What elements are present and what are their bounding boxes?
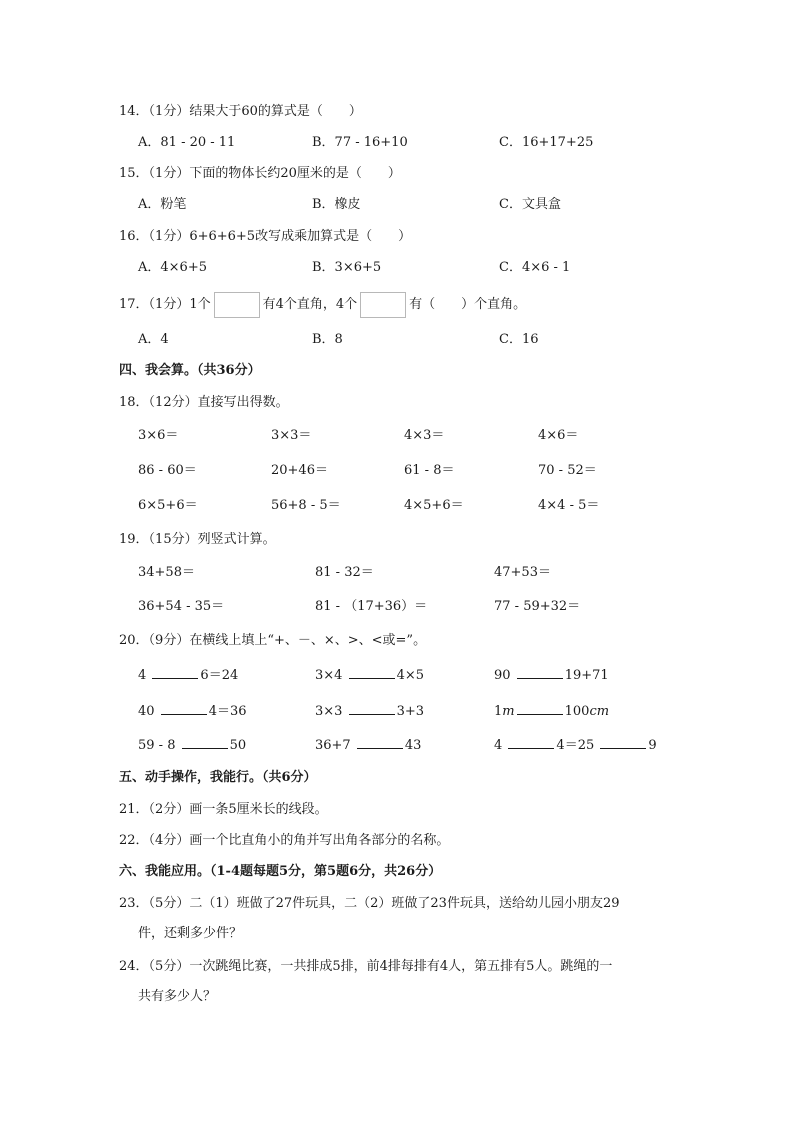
q20-item: 40 4＝36 — [138, 704, 247, 719]
q22-stem: 22．（4分）画一个比直角小的角并写出角各部分的名称。 — [119, 833, 450, 848]
q18-item: 3×6＝ — [138, 428, 179, 443]
section-4-heading: 四、我会算。（共36分） — [119, 363, 261, 378]
q20-item: 36+7 43 — [315, 738, 422, 753]
q18-item: 4×6＝ — [538, 428, 579, 443]
answer-blank[interactable] — [152, 666, 198, 679]
q16-stem: 16．（1分）6+6+6+5改写成乘加算式是（ ） — [119, 229, 412, 244]
answer-blank[interactable] — [182, 736, 228, 749]
q20-stem: 20．（9分）在横线上填上“+、－、×、>、<或=”。 — [119, 633, 427, 648]
q19-item: 36+54 - 35＝ — [138, 599, 225, 614]
answer-blank[interactable] — [357, 736, 403, 749]
q19-item: 81 - 32＝ — [315, 565, 374, 580]
q14-option-b[interactable]: B．77 - 16+10 — [312, 135, 408, 150]
q23-stem-line1: 23．（5分）二（1）班做了27件玩具，二（2）班做了23件玩具，送给幼儿园小朋友29 — [119, 896, 620, 911]
q17-stem-part3: 有（ ）个直角。 — [409, 297, 527, 312]
q17-stem-part2: 有4个直角，4个 — [262, 297, 358, 312]
q20-item: 4 4＝25 9 — [494, 738, 657, 753]
q17-stem-part1: 17．（1分）1个 — [119, 297, 211, 312]
q18-item: 56+8 - 5＝ — [271, 498, 341, 513]
q20-item: 3×3 3+3 — [315, 704, 425, 719]
answer-blank[interactable] — [508, 736, 554, 749]
q24-stem-line1: 24．（5分）一次跳绳比赛，一共排成5排，前4排每排有4人，第五排有5人。跳绳的一 — [119, 959, 613, 974]
rectangle-figure-2 — [360, 292, 406, 318]
q15-option-c[interactable]: C．文具盒 — [499, 197, 561, 212]
q18-item: 86 - 60＝ — [138, 463, 197, 478]
q18-item: 6×5+6＝ — [138, 498, 198, 513]
q16-option-c[interactable]: C．4×6 - 1 — [499, 260, 571, 275]
q19-item: 81 - （17+36）＝ — [315, 599, 428, 614]
q19-item: 47+53＝ — [494, 565, 551, 580]
q17-option-a[interactable]: A．4 — [138, 332, 169, 347]
q18-item: 4×5+6＝ — [404, 498, 464, 513]
q20-item: 90 19+71 — [494, 668, 609, 683]
answer-blank[interactable] — [517, 702, 563, 715]
q23-stem-line2: 件，还剩多少件？ — [138, 926, 243, 941]
q18-item: 4×3＝ — [404, 428, 445, 443]
q19-stem: 19．（15分）列竖式计算。 — [119, 532, 276, 547]
q16-option-a[interactable]: A．4×6+5 — [138, 260, 207, 275]
q18-item: 61 - 8＝ — [404, 463, 455, 478]
q20-item: 59 - 8 50 — [138, 738, 247, 753]
q18-stem: 18．（12分）直接写出得数。 — [119, 395, 289, 410]
q15-option-a[interactable]: A．粉笔 — [138, 197, 187, 212]
q15-option-b[interactable]: B．橡皮 — [312, 197, 361, 212]
answer-blank[interactable] — [600, 736, 646, 749]
q20-item: 4 6＝24 — [138, 668, 239, 683]
q14-option-c[interactable]: C．16+17+25 — [499, 135, 594, 150]
section-6-heading: 六、我能应用。（1-4题每题5分，第5题6分，共26分） — [119, 864, 442, 879]
q14-stem: 14．（1分）结果大于60的算式是（ ） — [119, 104, 362, 119]
q21-stem: 21．（2分）画一条5厘米长的线段。 — [119, 802, 328, 817]
q20-item: 1m 100cm — [494, 704, 610, 719]
q24-stem-line2: 共有多少人？ — [138, 989, 217, 1004]
section-5-heading: 五、动手操作，我能行。（共6分） — [119, 770, 317, 785]
q16-option-b[interactable]: B．3×6+5 — [312, 260, 382, 275]
q14-option-a[interactable]: A．81 - 20 - 11 — [138, 135, 236, 150]
q20-item: 3×4 4×5 — [315, 668, 425, 683]
q18-item: 4×4 - 5＝ — [538, 498, 600, 513]
rectangle-figure-1 — [214, 292, 260, 318]
answer-blank[interactable] — [161, 702, 207, 715]
q19-item: 77 - 59+32＝ — [494, 599, 581, 614]
answer-blank[interactable] — [349, 666, 395, 679]
q18-item: 20+46＝ — [271, 463, 328, 478]
q17-option-c[interactable]: C．16 — [499, 332, 539, 347]
q18-item: 70 - 52＝ — [538, 463, 597, 478]
q17-stem — [119, 291, 526, 319]
q19-item: 34+58＝ — [138, 565, 195, 580]
q17-option-b[interactable]: B．8 — [312, 332, 343, 347]
q18-item: 3×3＝ — [271, 428, 312, 443]
answer-blank[interactable] — [517, 666, 563, 679]
q15-stem: 15．（1分）下面的物体长约20厘米的是（ ） — [119, 166, 401, 181]
answer-blank[interactable] — [349, 702, 395, 715]
